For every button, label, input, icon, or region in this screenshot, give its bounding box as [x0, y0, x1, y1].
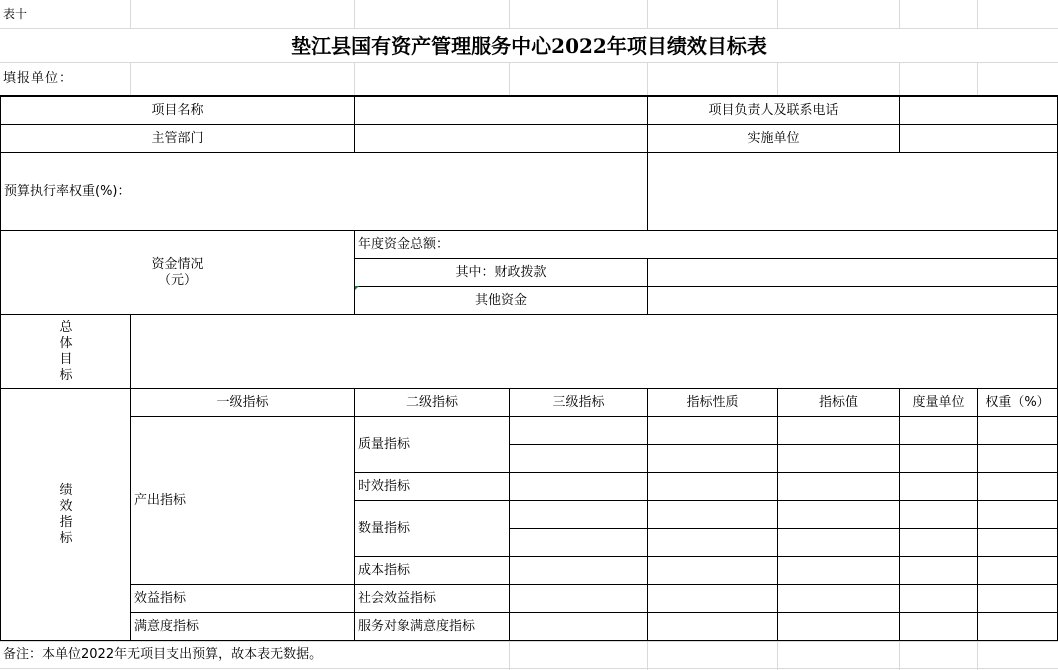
- gridline: [777, 641, 778, 670]
- table-border: [899, 388, 900, 641]
- gridline: [130, 0, 131, 28]
- funds-label-line1: 资金情况: [151, 256, 204, 272]
- level2-social-benefit: 社会效益指标: [358, 590, 437, 606]
- table-border: [777, 388, 778, 641]
- fill-unit-label: 填报单位：: [3, 71, 74, 86]
- header-level1: 一级指标: [216, 394, 269, 410]
- other-funds-value[interactable]: [648, 287, 1057, 314]
- header-weight: 权重（%）: [985, 394, 1050, 410]
- gridline: [977, 62, 978, 95]
- footnote: 备注：本单位2022年无项目支出预算，故本表无数据。: [3, 647, 323, 662]
- header-value: 指标值: [818, 394, 858, 410]
- level2-quality: 质量指标: [358, 436, 411, 452]
- gridline: [647, 0, 648, 28]
- gridline: [899, 641, 900, 670]
- annual-total-value[interactable]: [648, 231, 1057, 258]
- gridline: [977, 0, 978, 28]
- table-border: [647, 388, 648, 641]
- gridline: [899, 62, 900, 95]
- gridline: [647, 62, 648, 95]
- project-name-label: 项目名称: [151, 102, 204, 118]
- project-owner-label: 项目负责人及联系电话: [708, 102, 839, 118]
- overall-goal-value[interactable]: [131, 315, 1057, 388]
- level2-timeliness: 时效指标: [358, 478, 411, 494]
- indicators-label-cell: [1, 389, 130, 640]
- dept-label: 主管部门: [151, 130, 204, 146]
- fiscal-value[interactable]: [648, 259, 1057, 286]
- level2-quantity: 数量指标: [358, 520, 411, 536]
- table-border: [509, 528, 1058, 529]
- other-funds-label: 其他资金: [474, 292, 527, 308]
- gridline: [509, 641, 510, 670]
- level2-service-satisfaction: 服务对象满意度指标: [358, 618, 476, 634]
- impl-unit-label: 实施单位: [747, 130, 800, 146]
- project-name-value[interactable]: [355, 97, 647, 124]
- project-owner-value[interactable]: [900, 97, 1057, 124]
- funds-label: [1, 231, 354, 314]
- table-border: [977, 388, 978, 641]
- funds-label-line2: （元）: [157, 272, 197, 288]
- impl-unit-value[interactable]: [900, 125, 1057, 152]
- overall-goal-label: 总体目标: [59, 319, 73, 383]
- header-level3: 三级指标: [552, 394, 605, 410]
- gridline: [899, 0, 900, 28]
- overall-goal-label-cell: [1, 315, 130, 388]
- header-unit: 度量单位: [912, 394, 965, 410]
- level1-benefit: 效益指标: [134, 590, 187, 606]
- gridline: [354, 0, 355, 28]
- fiscal-label: 其中：财政拨款: [455, 264, 547, 280]
- budget-rate-label: 预算执行率权重(%)：: [4, 183, 131, 199]
- gridline: [977, 641, 978, 670]
- table-border: [509, 388, 510, 641]
- annual-total-label: 年度资金总额：: [358, 236, 450, 252]
- gridline: [777, 62, 778, 95]
- level1-output: 产出指标: [134, 492, 187, 508]
- table-border: [509, 444, 1058, 445]
- budget-rate-value[interactable]: [648, 153, 1057, 230]
- level2-cost: 成本指标: [358, 562, 411, 578]
- gridline: [354, 62, 355, 95]
- indicators-label: 绩效指标: [59, 482, 73, 546]
- gridline: [509, 0, 510, 28]
- header-nature: 指标性质: [686, 394, 739, 410]
- gridline: [509, 62, 510, 95]
- page-title: 垫江县国有资产管理服务中心2022年项目绩效目标表: [291, 33, 767, 58]
- level1-satisfaction: 满意度指标: [134, 618, 200, 634]
- gridline: [130, 62, 131, 95]
- gridline: [777, 0, 778, 28]
- table-label: 表十: [3, 7, 28, 21]
- dept-value[interactable]: [355, 125, 647, 152]
- gridline: [647, 641, 648, 670]
- header-level2: 二级指标: [405, 394, 458, 410]
